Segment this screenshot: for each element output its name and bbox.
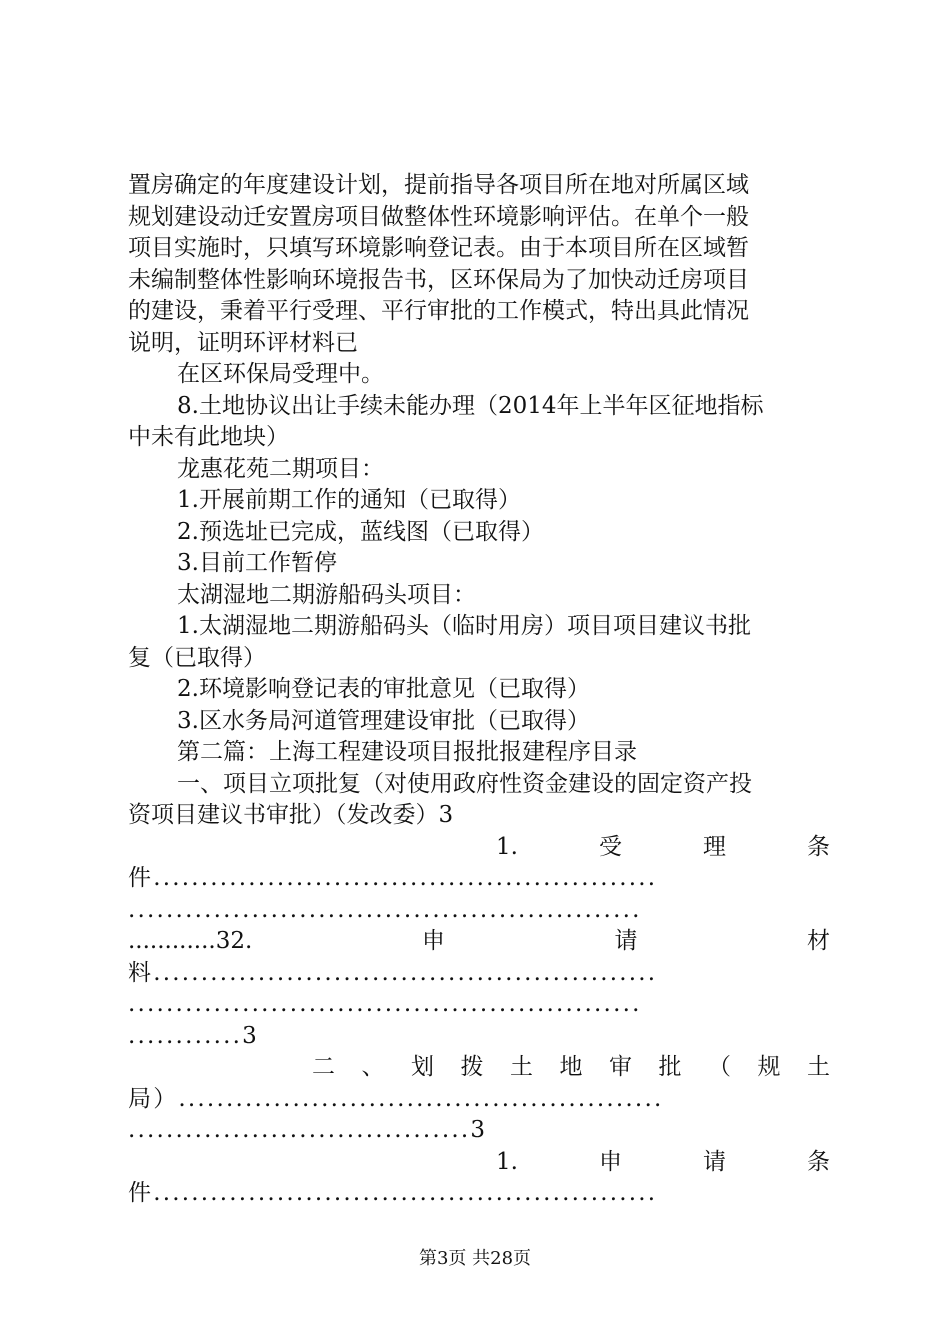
- toc-word: 二: [312, 1054, 335, 1080]
- toc-word: 审: [609, 1054, 632, 1080]
- toc-word: 土: [510, 1054, 533, 1080]
- toc-word: 请: [702, 1148, 726, 1175]
- toc-word: 申: [598, 1148, 622, 1175]
- toc-word: 受: [598, 833, 622, 860]
- list-item: 2.预选址已完成，蓝线图（已取得）: [177, 518, 544, 545]
- project-heading: 太湖湿地二期游船码头项目：: [177, 581, 476, 608]
- toc-word: 材: [807, 928, 830, 954]
- section-heading: 第二篇：上海工程建设项目报批报建程序目录: [177, 739, 637, 765]
- paragraph-line: 规划建设动迁安置房项目做整体性环境影响评估。在单个一般: [128, 203, 749, 230]
- toc-word: 1.: [496, 1148, 518, 1175]
- toc-word: 划: [411, 1054, 434, 1080]
- toc-heading: 资项目建议书审批）（发改委）3: [128, 802, 454, 828]
- toc-word: 条: [807, 833, 830, 860]
- toc-word: 地: [559, 1054, 583, 1080]
- toc-word: 批: [658, 1054, 682, 1080]
- toc-word: 条: [807, 1148, 830, 1175]
- toc-leader: ............32.: [128, 928, 253, 954]
- toc-leader: ....................................3: [128, 1117, 488, 1143]
- toc-word: 土: [807, 1054, 830, 1080]
- toc-word: 规: [757, 1054, 781, 1080]
- paragraph-line: 置房确定的年度建设计划，提前指导各项目所在地对所属区域: [128, 172, 749, 198]
- toc-word: （: [708, 1054, 731, 1080]
- list-item: 3.目前工作暂停: [177, 550, 337, 576]
- toc-leader: 局）...................................................: [128, 1085, 664, 1112]
- page-footer: 第3页 共28页: [418, 1248, 532, 1269]
- toc-leader: 件.....................................................: [128, 1180, 658, 1206]
- paragraph-line: 项目实施时，只填写环境影响登记表。由于本项目所在区域暂: [128, 235, 749, 261]
- paragraph-line: 8.土地协议出让手续未能办理（2014年上半年区征地指标: [177, 392, 764, 419]
- toc-word: 1.: [496, 833, 518, 860]
- toc-word: 申: [421, 928, 445, 954]
- toc-item: [128, 1147, 830, 1179]
- toc-heading: [128, 1052, 830, 1084]
- toc-leader: ......................................................: [128, 991, 642, 1017]
- toc-leader: 料.....................................................: [128, 959, 658, 986]
- toc-heading: 一、项目立项批复（对使用政府性资金建设的固定资产投: [177, 770, 752, 797]
- list-item: 1.开展前期工作的通知（已取得）: [177, 487, 521, 513]
- toc-item: [128, 832, 830, 864]
- paragraph-line: 在区环保局受理中。: [177, 361, 384, 387]
- paragraph-line: 未编制整体性影响环境报告书，区环保局为了加快动迁房项目: [128, 266, 749, 293]
- toc-word: 理: [702, 833, 726, 860]
- list-item: 复（已取得）: [128, 644, 266, 671]
- project-heading: 龙惠花苑二期项目：: [177, 455, 384, 482]
- toc-word: 请: [614, 928, 638, 954]
- toc-word: 、: [361, 1054, 385, 1080]
- toc-word: 拨: [460, 1054, 484, 1080]
- paragraph-line: 的建设，秉着平行受理、平行审批的工作模式，特出具此情况: [128, 298, 749, 324]
- toc-leader: ......................................................: [128, 896, 642, 923]
- list-item: 2.环境影响登记表的审批意见（已取得）: [177, 676, 590, 702]
- list-item: 3.区水务局河道管理建设审批（已取得）: [177, 707, 590, 734]
- toc-leader: ............3: [128, 1022, 259, 1049]
- paragraph-line: 说明，证明环评材料已: [128, 329, 358, 356]
- paragraph-line: 中未有此地块）: [128, 424, 289, 450]
- toc-leader: 件.....................................................: [128, 865, 658, 891]
- body-text: [128, 170, 830, 1210]
- toc-item: [128, 926, 830, 958]
- list-item: 1.太湖湿地二期游船码头（临时用房）项目项目建议书批: [177, 613, 751, 639]
